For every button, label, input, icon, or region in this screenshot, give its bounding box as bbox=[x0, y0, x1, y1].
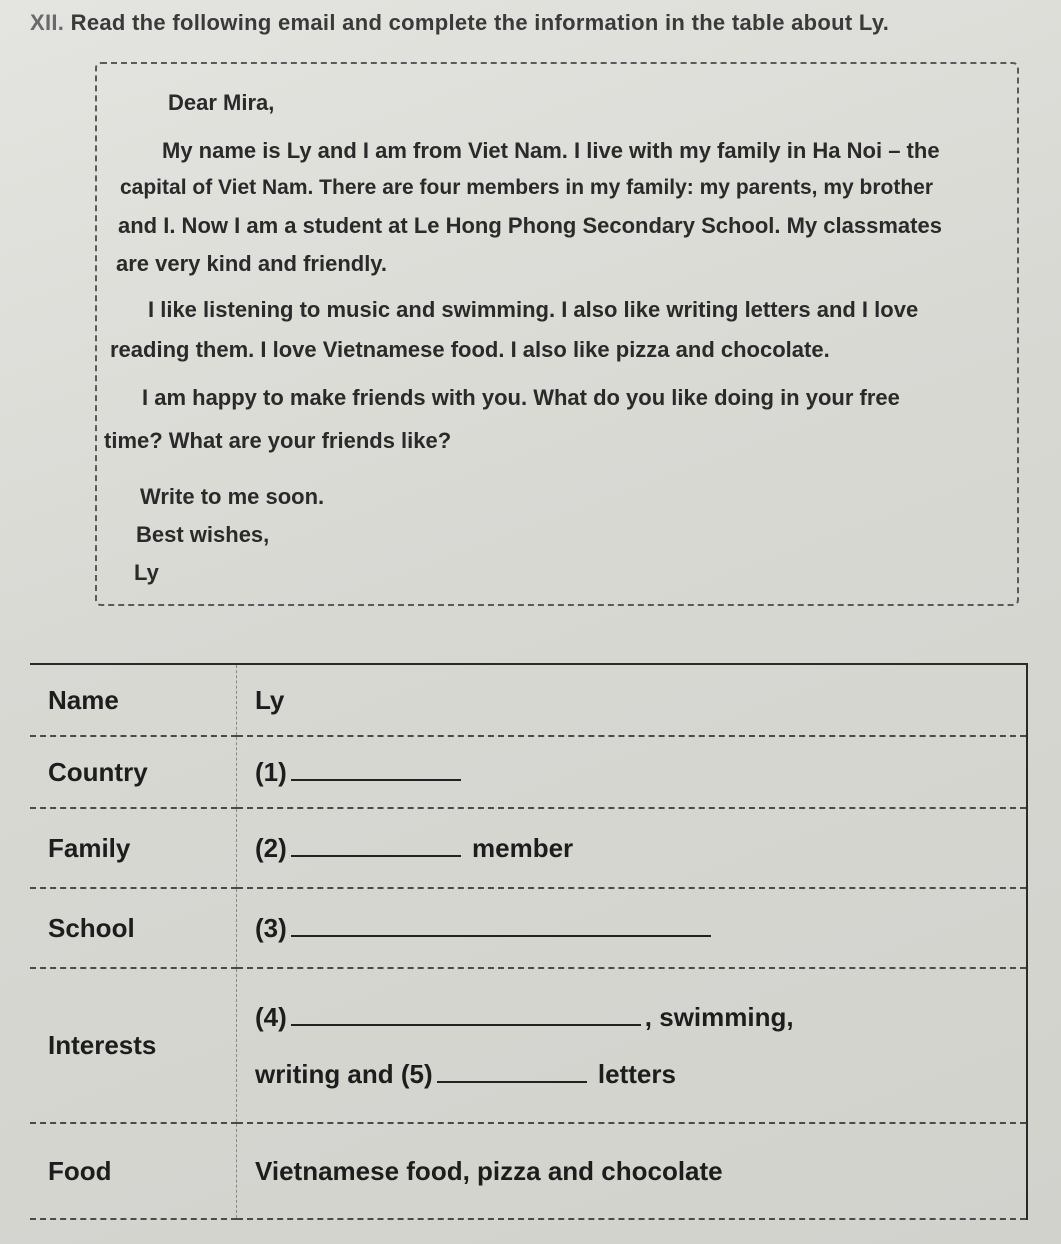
email-signature: Ly bbox=[134, 560, 159, 585]
row-value-food: Vietnamese food, pizza and chocolate bbox=[237, 1123, 1028, 1219]
instruction-text: Read the following email and complete the information in the table about Ly. bbox=[70, 10, 890, 35]
email-closing-line: Write to me soon. bbox=[140, 484, 325, 509]
email-line: and I. Now I am a student at Le Hong Phong Secondary School. My classmates bbox=[118, 213, 942, 238]
interests-line-2 bbox=[255, 1059, 1008, 1090]
row-label-country: Country bbox=[30, 736, 237, 808]
interests-prefix-5: writing and (5) bbox=[255, 1058, 433, 1089]
row-label-school: School bbox=[30, 888, 237, 968]
row-value-name: Ly bbox=[237, 664, 1028, 736]
row-value-interests bbox=[237, 968, 1028, 1123]
row-value-family bbox=[237, 808, 1028, 888]
answer-blank-1[interactable] bbox=[291, 759, 461, 781]
table-row bbox=[30, 736, 1027, 808]
table-row bbox=[30, 808, 1027, 888]
email-line: capital of Viet Nam. There are four members in my family: my parents, my brother bbox=[120, 176, 934, 199]
row-value-school bbox=[237, 888, 1028, 968]
interests-suffix-4: , swimming, bbox=[644, 1001, 794, 1032]
email-line: reading them. I love Vietnamese food. I also like pizza and chocolate. bbox=[110, 337, 830, 362]
email-line: time? What are your friends like? bbox=[104, 428, 452, 453]
row-label-family: Family bbox=[30, 808, 237, 888]
exercise-number: XII. bbox=[30, 10, 65, 35]
interests-suffix-5: letters bbox=[597, 1058, 676, 1089]
table-row bbox=[30, 888, 1027, 968]
table-row bbox=[30, 664, 1027, 736]
answer-blank-3[interactable] bbox=[291, 915, 711, 937]
answer-blank-4[interactable] bbox=[291, 1004, 641, 1026]
row-label-name: Name bbox=[30, 664, 237, 736]
info-table bbox=[30, 663, 1028, 1220]
email-line: are very kind and friendly. bbox=[116, 251, 388, 276]
blank-marker: (3) bbox=[255, 912, 287, 943]
exercise-instruction bbox=[30, 10, 1030, 36]
email-greeting: Dear Mira, bbox=[168, 90, 275, 115]
email-line: My name is Ly and I am from Viet Nam. I live with my family in Ha Noi – the bbox=[162, 138, 940, 163]
email-sign-off: Best wishes, bbox=[136, 522, 270, 547]
table-row bbox=[30, 968, 1027, 1123]
row-label-food: Food bbox=[30, 1123, 237, 1219]
answer-blank-5[interactable] bbox=[437, 1061, 587, 1083]
family-suffix: member bbox=[472, 832, 574, 863]
row-label-interests: Interests bbox=[30, 968, 237, 1123]
answer-blank-2[interactable] bbox=[291, 835, 461, 857]
row-value-country bbox=[237, 736, 1028, 808]
blank-marker: (4) bbox=[255, 1001, 287, 1032]
table-row bbox=[30, 1123, 1027, 1219]
blank-marker: (1) bbox=[255, 756, 287, 787]
blank-marker: (2) bbox=[255, 832, 287, 863]
interests-line-1 bbox=[255, 1002, 1008, 1033]
email-line: I am happy to make friends with you. What do you like doing in your free bbox=[142, 385, 900, 410]
email-line: I like listening to music and swimming. I also like writing letters and I love bbox=[148, 297, 919, 322]
